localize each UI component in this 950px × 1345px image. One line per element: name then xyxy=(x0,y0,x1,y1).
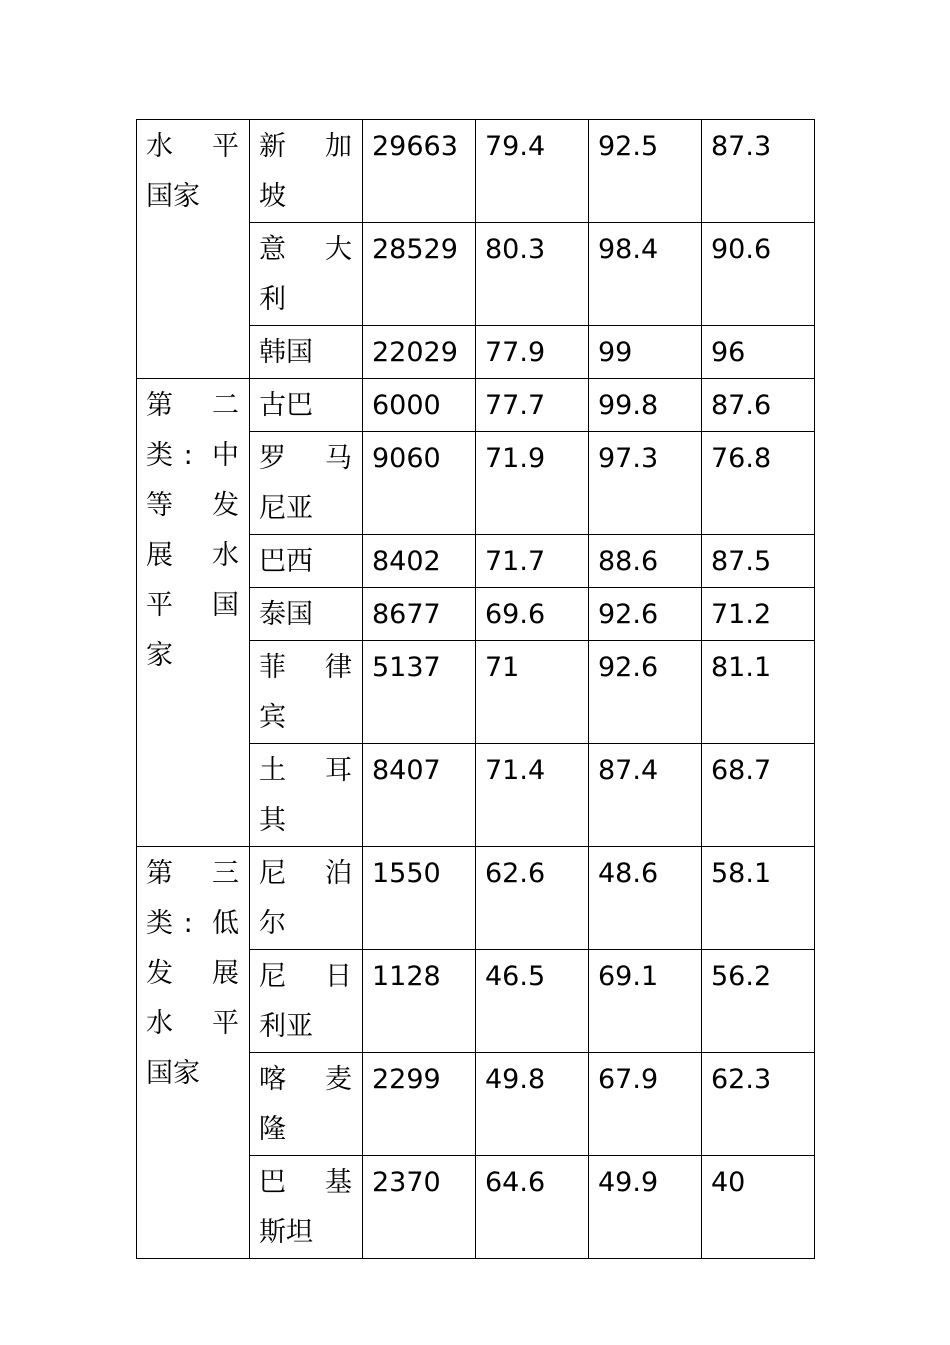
table-row xyxy=(137,379,815,432)
value-cell-v3: 98.4 xyxy=(589,223,702,326)
country-name-line: 尼亚 xyxy=(259,493,313,524)
value-cell-v3: 92.6 xyxy=(589,588,702,641)
country-name-line: 泰国 xyxy=(259,599,313,630)
category-cell xyxy=(137,379,250,847)
category-line: 国家 xyxy=(146,181,200,212)
category-line: 水 平 xyxy=(146,1008,239,1039)
value-cell-v2: 77.9 xyxy=(476,326,589,379)
country-name-cell xyxy=(250,847,363,950)
category-cell xyxy=(137,120,250,379)
country-name-cell xyxy=(250,744,363,847)
value-cell-v1: 5137 xyxy=(363,641,476,744)
value-cell-v2: 71 xyxy=(476,641,589,744)
country-name-cell xyxy=(250,120,363,223)
country-name-cell xyxy=(250,326,363,379)
category-line: 类: 中 xyxy=(146,440,239,471)
country-name-line: 尔 xyxy=(259,908,286,939)
country-name-cell xyxy=(250,223,363,326)
value-cell-v4: 40 xyxy=(702,1156,815,1259)
category-line: 水 平 xyxy=(146,131,239,162)
country-name-line: 宾 xyxy=(259,702,286,733)
country-name-line: 利亚 xyxy=(259,1011,313,1042)
country-name-line: 意 大 xyxy=(259,234,352,265)
country-name-cell xyxy=(250,950,363,1053)
value-cell-v3: 48.6 xyxy=(589,847,702,950)
country-name-line: 利 xyxy=(259,284,286,315)
category-line: 等 发 xyxy=(146,490,239,521)
country-name-cell xyxy=(250,1156,363,1259)
value-cell-v4: 87.5 xyxy=(702,535,815,588)
country-name-cell xyxy=(250,535,363,588)
category-line: 国家 xyxy=(146,1058,200,1089)
value-cell-v2: 69.6 xyxy=(476,588,589,641)
value-cell-v1: 22029 xyxy=(363,326,476,379)
value-cell-v2: 62.6 xyxy=(476,847,589,950)
category-line: 家 xyxy=(146,640,173,671)
value-cell-v4: 87.3 xyxy=(702,120,815,223)
country-name-line: 喀 麦 xyxy=(259,1064,352,1095)
country-name-line: 韩国 xyxy=(259,337,313,368)
value-cell-v2: 79.4 xyxy=(476,120,589,223)
country-name-line: 新 加 xyxy=(259,131,352,162)
value-cell-v3: 67.9 xyxy=(589,1053,702,1156)
value-cell-v3: 97.3 xyxy=(589,432,702,535)
country-name-cell xyxy=(250,1053,363,1156)
category-line: 第 二 xyxy=(146,390,239,421)
country-name-line: 古巴 xyxy=(259,390,313,421)
country-name-cell xyxy=(250,641,363,744)
category-line: 发 展 xyxy=(146,958,239,989)
value-cell-v1: 2370 xyxy=(363,1156,476,1259)
country-name-cell xyxy=(250,588,363,641)
country-name-line: 菲 律 xyxy=(259,652,352,683)
value-cell-v2: 77.7 xyxy=(476,379,589,432)
category-line: 展 水 xyxy=(146,540,239,571)
country-name-line: 土 耳 xyxy=(259,755,352,786)
value-cell-v2: 64.6 xyxy=(476,1156,589,1259)
category-line: 类: 低 xyxy=(146,908,239,939)
value-cell-v2: 49.8 xyxy=(476,1053,589,1156)
value-cell-v1: 29663 xyxy=(363,120,476,223)
value-cell-v2: 80.3 xyxy=(476,223,589,326)
value-cell-v4: 71.2 xyxy=(702,588,815,641)
value-cell-v1: 8677 xyxy=(363,588,476,641)
value-cell-v3: 99.8 xyxy=(589,379,702,432)
value-cell-v4: 81.1 xyxy=(702,641,815,744)
value-cell-v4: 68.7 xyxy=(702,744,815,847)
country-name-line: 斯坦 xyxy=(259,1217,313,1248)
country-name-line: 尼 泊 xyxy=(259,858,352,889)
country-name-cell xyxy=(250,379,363,432)
country-name-line: 尼 日 xyxy=(259,961,352,992)
country-name-line: 罗 马 xyxy=(259,443,352,474)
country-indicator-table xyxy=(136,119,815,1259)
value-cell-v4: 62.3 xyxy=(702,1053,815,1156)
value-cell-v2: 71.7 xyxy=(476,535,589,588)
value-cell-v1: 28529 xyxy=(363,223,476,326)
value-cell-v4: 87.6 xyxy=(702,379,815,432)
value-cell-v3: 49.9 xyxy=(589,1156,702,1259)
value-cell-v2: 71.9 xyxy=(476,432,589,535)
country-name-line: 其 xyxy=(259,805,286,836)
value-cell-v1: 8402 xyxy=(363,535,476,588)
country-name-line: 坡 xyxy=(259,181,286,212)
country-name-cell xyxy=(250,432,363,535)
country-name-line: 巴西 xyxy=(259,546,313,577)
value-cell-v1: 8407 xyxy=(363,744,476,847)
country-name-line: 隆 xyxy=(259,1114,286,1145)
value-cell-v2: 46.5 xyxy=(476,950,589,1053)
value-cell-v4: 96 xyxy=(702,326,815,379)
value-cell-v1: 6000 xyxy=(363,379,476,432)
country-name-line: 巴 基 xyxy=(259,1167,352,1198)
value-cell-v1: 1550 xyxy=(363,847,476,950)
category-line: 第 三 xyxy=(146,858,239,889)
value-cell-v3: 69.1 xyxy=(589,950,702,1053)
value-cell-v1: 9060 xyxy=(363,432,476,535)
table-body xyxy=(137,120,815,1259)
value-cell-v3: 87.4 xyxy=(589,744,702,847)
value-cell-v2: 71.4 xyxy=(476,744,589,847)
table-row xyxy=(137,120,815,223)
value-cell-v4: 90.6 xyxy=(702,223,815,326)
value-cell-v1: 1128 xyxy=(363,950,476,1053)
category-line: 平 国 xyxy=(146,590,239,621)
value-cell-v3: 92.6 xyxy=(589,641,702,744)
value-cell-v4: 58.1 xyxy=(702,847,815,950)
value-cell-v3: 99 xyxy=(589,326,702,379)
table-row xyxy=(137,847,815,950)
value-cell-v1: 2299 xyxy=(363,1053,476,1156)
value-cell-v3: 92.5 xyxy=(589,120,702,223)
category-cell xyxy=(137,847,250,1259)
value-cell-v4: 76.8 xyxy=(702,432,815,535)
value-cell-v4: 56.2 xyxy=(702,950,815,1053)
value-cell-v3: 88.6 xyxy=(589,535,702,588)
